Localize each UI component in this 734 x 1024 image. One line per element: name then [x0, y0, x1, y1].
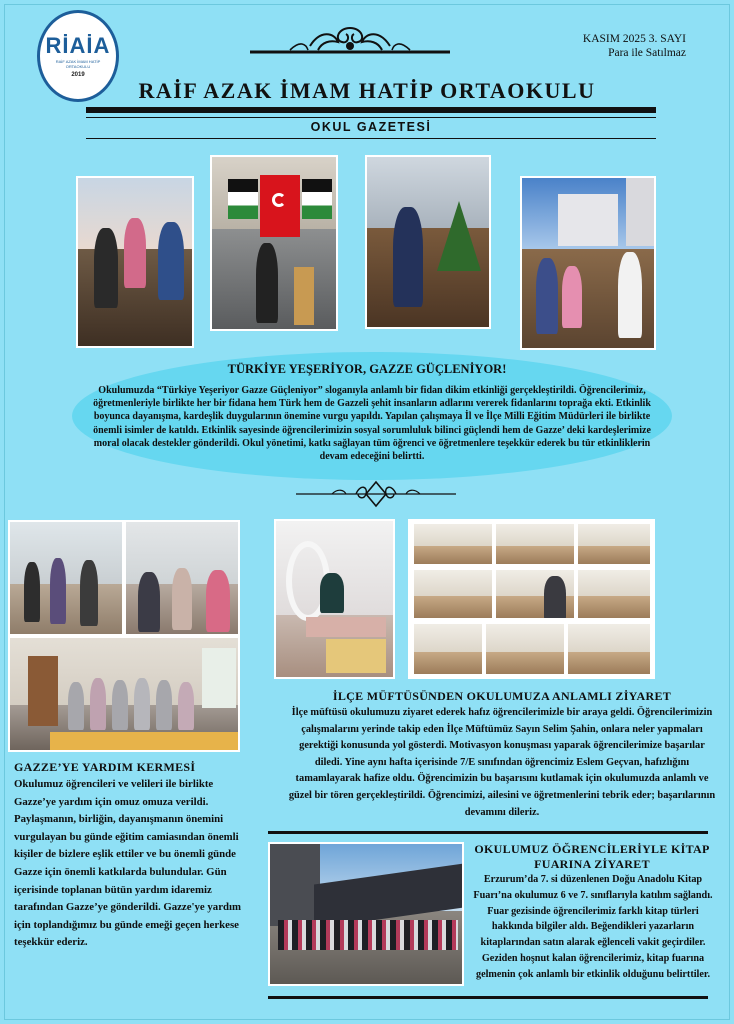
photo-tree-planting-1 — [76, 176, 194, 348]
school-name-masthead: RAİF AZAK İMAM HATİP ORTAOKULU — [138, 78, 596, 103]
photo-classroom-2 — [494, 522, 576, 566]
photo-kermes-hall — [8, 520, 124, 636]
fair-top-rule — [268, 831, 708, 834]
photo-classroom-8 — [566, 622, 652, 676]
photo-flags-speech — [210, 155, 338, 331]
fair-bottom-rule — [268, 996, 708, 999]
photo-classroom-1 — [412, 522, 494, 566]
fair-article-body: Erzurum’da 7. si düzenlenen Doğu Anadolu Kitap Fuarı’na okulumuz 6 ve 7. sınıflarıyla katılım sağlandı. Fuar gezisinde öğrencilerimiz farklı kitap türleri hakkında bilgiler aldı. Beğendikleri yazarların kitaplarından satın alarak eğlenceli vakit geçirdiler. Geziden hoşnut kalan öğrencilerimiz, kitap fuarına gelmenin çok anlamlı bir etkinlik olduğunu belirttiler. — [473, 874, 713, 980]
mufti-article-body: İlçe müftüsü okulumuzu ziyaret ederek hafız öğrencilerimizle bir araya geldi. Öğrencilerimizin çalışmalarını yerinde takip eden İlçe Müftümüz Sayın Selim Şahin, onlara neler yapmaları gerektiği konusunda yol gösterdi. Motivasyon konuşması yaparak öğrencilerimize başarılar diledi. Yine aynı hafta içerisinde 7/E sınıfından öğrencimiz Eslem Geçvan, hafızlığını tamamlayarak hafize oldu. Öğrencimizin bu başarısını kutlamak için okulumuzda anlamlı ve güzel bir tören gerçekleştirildi. Öğrencimizi, ailesini ve öğretmenlerini tebrik eder; başarılarının devamını dileriz. — [288, 707, 716, 818]
photo-book-fair — [268, 842, 464, 986]
photo-classroom-4 — [412, 568, 494, 620]
photo-kermes-stand — [124, 520, 240, 636]
logo-mark: RİAİA — [45, 32, 111, 58]
fair-title-line2: FUARINA ZİYARET — [534, 857, 650, 871]
mid-ornament-icon — [296, 478, 456, 510]
fair-title-line1: OKULUMUZ ÖĞRENCİLERİYLE KİTAP — [474, 842, 710, 856]
issue-info — [583, 32, 686, 60]
masthead-rule — [86, 107, 656, 113]
price-line: Para ile Satılmaz — [608, 47, 686, 59]
photo-classroom-6 — [412, 622, 484, 676]
main-article-body: Okulumuzda “Türkiye Yeşeriyor Gazze Güçleniyor” sloganıyla anlamlı bir fidan dikim etkinliği gerçekleştirildi. Öğrencilerimiz, öğretmenleriyle birlikte her bir fidana hem Türk hem de Gazzeli şehit insanların adlarını vererek fidanlarını toprağa ekti. Etkinlik boyunca dayanışma, kardeşlik duygularının önemine vurgu yapıldı. Yapılan çalışmaya İl ve İlçe Milli Eğitim Müdürleri ile birlikte önemli isimler de katıldı. Etkinlik sayesinde öğrencilerimizin sosyal sorumluluk bilinci güçlendi hem de Gazze’ deki kardeşlerimize moral olacak destekler gönderildi. Okul yönetimi, katkı sağlayan tüm öğrenci ve öğretmenlere teşekkür ederek bu tür etkinliklerin devam edeceğini belirtti. — [93, 385, 651, 463]
photo-tree-planting-3 — [520, 176, 656, 350]
fair-article-title — [468, 842, 716, 872]
issue-line: KASIM 2025 3. SAYI — [582, 33, 686, 45]
logo-school-name: RAİF AZAK İMAM HATİP ORTAOKULU — [55, 58, 101, 69]
photo-tree-planting-2 — [365, 155, 491, 329]
main-article-title: TÜRKİYE YEŞERİYOR, GAZZE GÜÇLENİYOR! — [227, 362, 507, 376]
section-label: OKUL GAZETESİ — [86, 117, 656, 139]
photo-mufti-visit — [494, 568, 576, 620]
photo-classroom-7 — [484, 622, 566, 676]
kermes-article-title: GAZZE’YE YARDIM KERMESİ — [14, 760, 196, 774]
photo-kermes-group — [8, 636, 240, 752]
mufti-article-title: İLÇE MÜFTÜSÜNDEN OKULUMUZA ANLAMLI ZİYARET — [332, 689, 672, 703]
photo-classroom-3 — [576, 522, 652, 566]
logo-year: 2019 — [71, 71, 85, 78]
photo-hafiz-ceremony — [274, 519, 395, 679]
kermes-article-body: Okulumuz öğrencileri ve velileri ile birlikte Gazze’ye yardım için omuz omuza verildi. Paylaşmanın, birliğin, dayanışmanın önemini vurgulayan bu günde eğitim camiasından önemli kişiler de bizlere eşlik ettiler ve bu önemli günde Gazze için önemli katkılarda bulundular. Gün içerisinde toplanan bütün yardım idaremiz tarafından Gazze’ye gönderildi. Gazze'ye yardım için toplandığımız bu günde emeği geçen herkese teşekkür ederiz. — [14, 778, 241, 949]
top-ornament-icon — [250, 22, 450, 62]
photo-classroom-5 — [576, 568, 652, 620]
